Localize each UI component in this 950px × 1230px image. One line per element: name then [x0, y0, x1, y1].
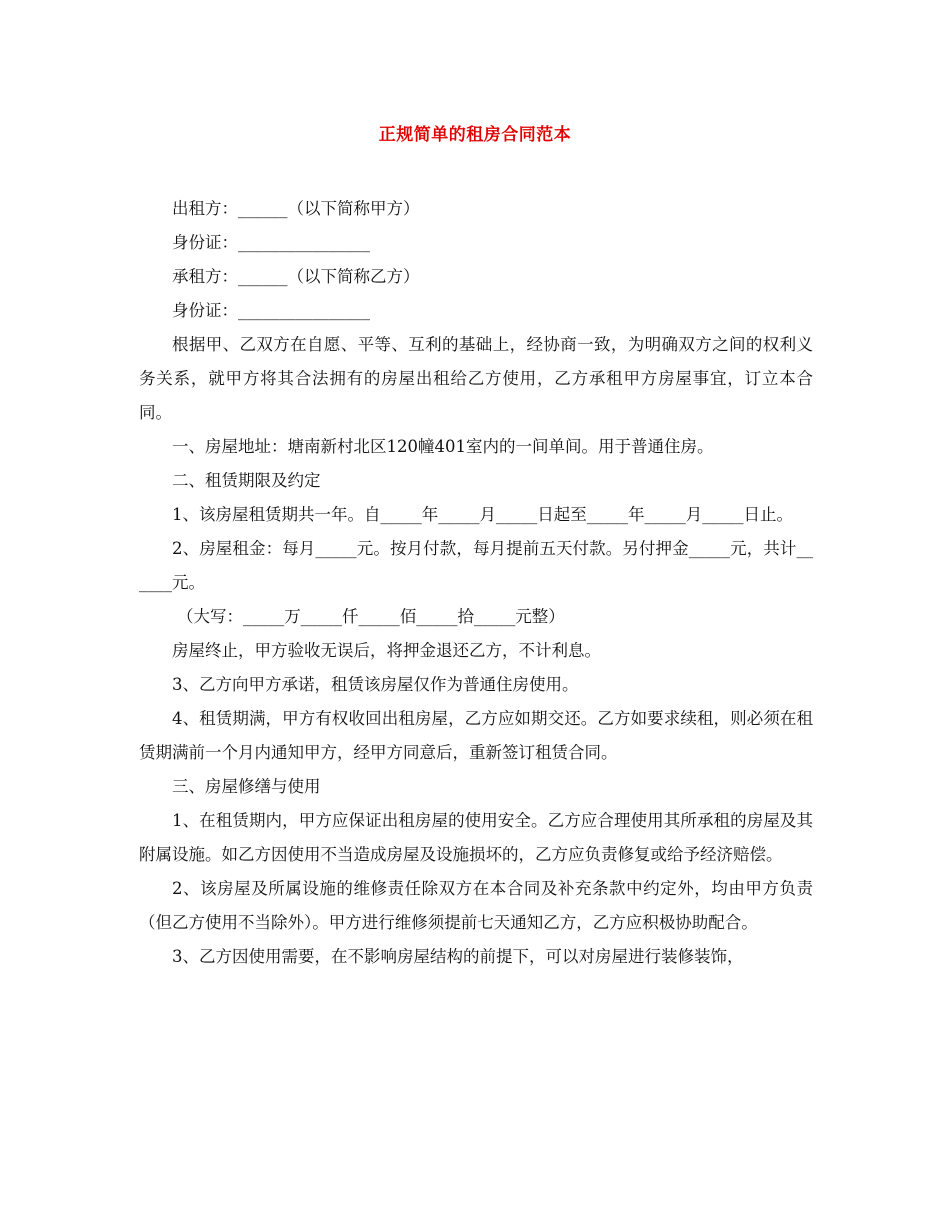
paragraph-renewal: 4、租赁期满，甲方有权收回出租房屋，乙方应如期交还。乙方如要求续租，则必须在租赁期满前一个月内通知甲方，经甲方同意后，重新签订租赁合同。	[139, 709, 813, 762]
paragraph-repair-responsibility: 2、该房屋及所属设施的维修责任除双方在本合同及补充条款中约定外，均由甲方负责（但乙方使用不当除外）。甲方进行维修须提前七天通知乙方，乙方应积极协助配合。	[139, 879, 813, 932]
paragraph-lessee: 承租方：______（以下简称乙方）	[172, 267, 420, 286]
paragraph-deposit-return: 房屋终止，甲方验收无误后，将押金退还乙方，不计利息。	[172, 641, 601, 660]
paragraph-rent-uppercase: （大写：_____万_____仟_____佰_____拾_____元整）	[176, 607, 565, 626]
document-title: 正规简单的租房合同范本	[378, 125, 572, 145]
paragraph-term-period: 1、该房屋租赁期共一年。自_____年_____月_____日起至_____年_____月_____日止。	[172, 505, 793, 524]
document-body	[139, 192, 813, 974]
paragraph-preamble: 根据甲、乙双方在自愿、平等、互利的基础上，经协商一致，为明确双方之间的权利义务关系，就甲方将其合法拥有的房屋出租给乙方使用，乙方承租甲方房屋事宜，订立本合同。	[139, 335, 813, 422]
paragraph-repair-safety: 1、在租赁期内，甲方应保证出租房屋的使用安全。乙方应合理使用其所承租的房屋及其附属设施。如乙方因使用不当造成房屋及设施损坏的，乙方应负责修复或给予经济赔偿。	[139, 811, 813, 864]
paragraph-usage-promise: 3、乙方向甲方承诺，租赁该房屋仅作为普通住房使用。	[172, 675, 579, 694]
section-heading-term: 二、租赁期限及约定	[172, 471, 321, 490]
paragraph-rent: 2、房屋租金：每月_____元。按月付款，每月提前五天付款。另付押金_____元，共计______元。	[139, 539, 813, 592]
paragraph-address: 一、房屋地址：塘南新村北区120幢401室内的一间单间。用于普通住房。	[172, 437, 714, 456]
section-heading-repair: 三、房屋修缮与使用	[172, 777, 321, 796]
paragraph-lessor-id: 身份证：________________	[172, 233, 370, 252]
paragraph-lessee-id: 身份证：________________	[172, 301, 370, 320]
paragraph-renovation: 3、乙方因使用需要，在不影响房屋结构的前提下，可以对房屋进行装修装饰，	[172, 947, 744, 966]
paragraph-lessor: 出租方：______（以下简称甲方）	[172, 199, 420, 218]
